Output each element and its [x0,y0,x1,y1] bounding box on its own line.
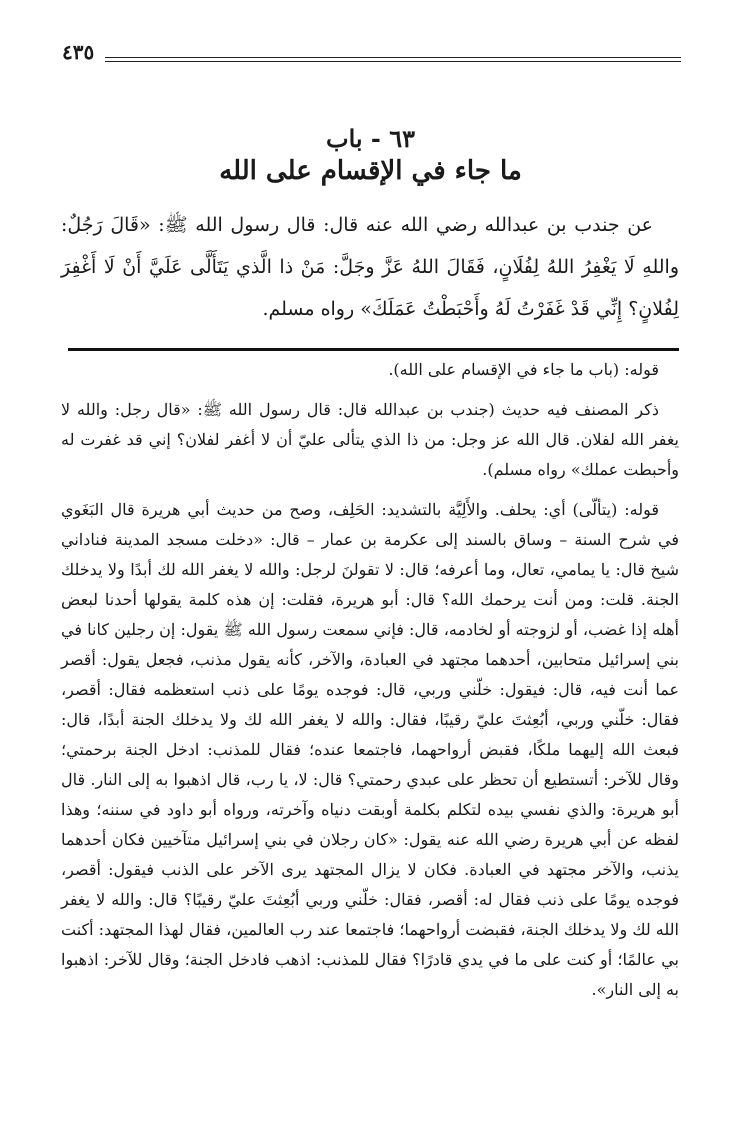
commentary-body [61,355,679,1005]
hadith-paragraph: عن جندب بن عبدالله رضي الله عنه قال: قال رسول الله ﷺ: «قَالَ رَجُلٌ: واللهِ لَا يَغْفِرُ اللهُ لِفُلَانٍ، فَقَالَ اللهُ عَزَّ وجَلَّ: مَنْ ذا الَّذي يَتَأَلَّى عَلَيَّ أَنْ لَا أَغْفِرَ لِفُلانٍ؟ إِنِّي قَدْ غَفَرْتُ لَهُ وأَحْبَطْتُ عَمَلَكَ» رواه مسلم. [61,214,679,320]
commentary-paragraph-3: قوله: (يتألّى) أي: يحلف. والأَلِيَّة بالتشديد: الحَلِف، وصح من حديث أبي هريرة قال البَغَوي في شرح السنة – وساق بالسند إلى عكرمة بن عمار – قال: «دخلت مسجد المدينة فناداني شيخ قال: يا يمامي، تعال، وما أعرفه؛ قال: لا تقولنَ لرجل: والله لا يغفر الله لك أبدًا ولا يدخلك الجنة. قلت: ومن أنت يرحمك الله؟ قال: أبو هريرة، فقلت: إن هذه كلمة يقولها أحدنا لبعض أهله إذا غضب، أو لزوجته أو لخادمه، قال: فإني سمعت رسول الله ﷺ يقول: إن رجلين كانا في بني إسرائيل متحابين، أحدهما مجتهد في العبادة، والآخر، كأنه يقول مذنب، فجعل يقول: أقصر عما أنت فيه، قال: فيقول: خلّني وربي، قال: فوجده يومًا على ذنب استعظمه فقال: أقصر، فقال: خلّني وربي، أبُعِثتَ عليّ رقيبًا، فقال: والله لا يغفر الله لك ولا يدخلك الجنة أبدًا، قال: فبعث الله إليهما ملكًا، فقبض أرواحهما، فاجتمعا عنده؛ فقال للمذنب: ادخل الجنة برحمتي؛ وقال للآخر: أتستطيع أن تحظر على عبدي رحمتي؟ قال: لا، يا رب، قال اذهبوا به إلى النار. قال أبو هريرة: والذي نفسي بيده لتكلم بكلمة أوبقت دنياه وآخرته، ورواه أبو داود في سننه؛ وهذا لفظه عن أبي هريرة رضي الله عنه يقول: «كان رجلان في بني إسرائيل متآخيين فكان أحدهما يذنب، والآخر مجتهد في العبادة. فكان لا يزال المجتهد يرى الآخر على الذنب فيقول: أقصر، فوجده يومًا على ذنب فقال له: أقصر، فقال: خلّني وربي أبُعِثتَ عليّ رقيبًا؟ قال: والله لا يغفر الله لك ولا يدخلك الجنة، فقبضت أرواحهما؛ فاجتمعا عند رب العالمين، فقال لهذا المجتهد: أكنت بي عالمًا؛ أو كنت على ما في يدي قادرًا؟ فقال للمذنب: اذهب فادخل الجنة؛ وقال للآخر: اذهبوا به إلى النار». [60,500,679,999]
header-double-rule [105,57,681,62]
chapter-number: ٦٣ - باب [325,124,416,153]
hadith-text [61,204,679,330]
commentary-paragraph-2: ذكر المصنف فيه حديث (جندب بن عبدالله قال: قال رسول الله ﷺ: «قال رجل: والله لا يغفر الله لفلان. قال الله عز وجل: من ذا الذي يتألى عليّ أن لا أغفر لفلان؟ إني قد غفرت له وأحبطت عملك» رواه مسلم). [61,400,679,479]
chapter-title: ما جاء في الإقسام على الله [219,156,522,186]
section-separator [68,348,679,351]
page-header [0,40,741,70]
page-number: ٤٣٥ [62,40,95,64]
commentary-paragraph-1: قوله: (باب ما جاء في الإقسام على الله). [388,360,659,379]
